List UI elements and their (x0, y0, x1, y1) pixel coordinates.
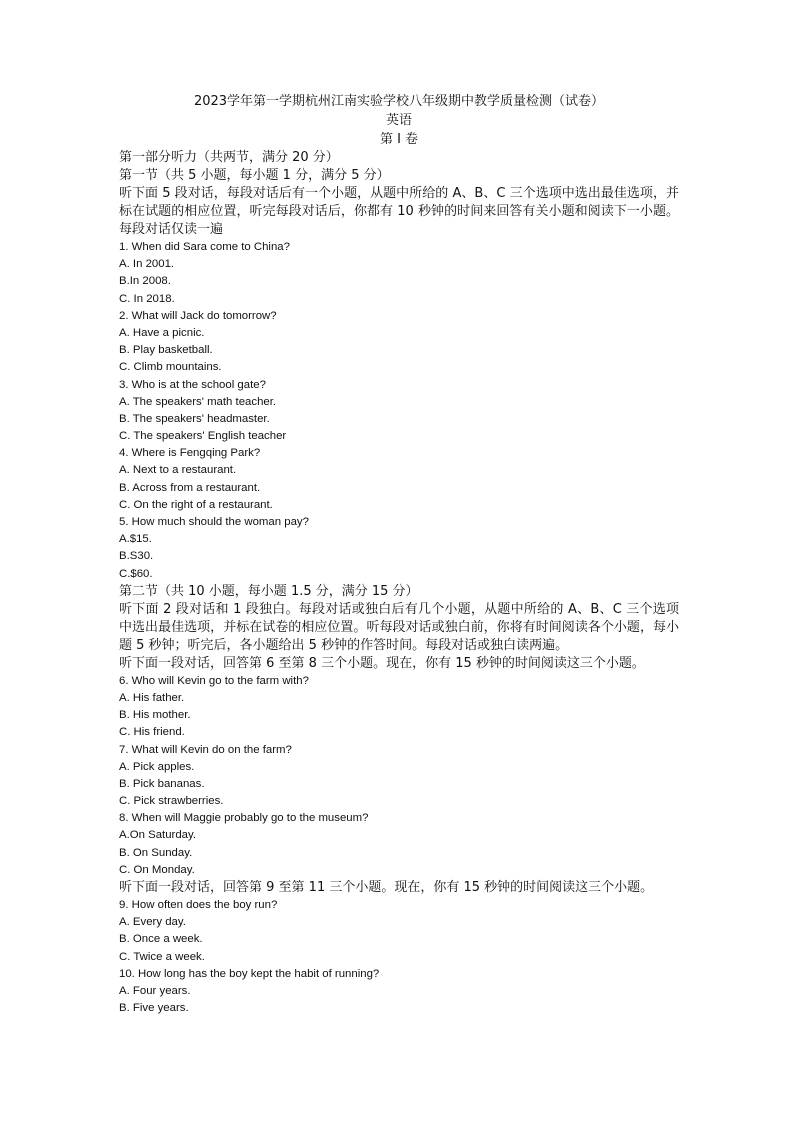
option-a: A. Every day. (119, 916, 186, 929)
question-block-4 (119, 445, 679, 514)
question-text: 7. What will Kevin do on the farm? (119, 743, 292, 756)
option-c: C. Pick strawberries. (119, 795, 224, 808)
question-block-10 (119, 966, 679, 1018)
option-c: C. The speakers' English teacher (119, 430, 287, 443)
option-b: B. On Sunday. (119, 846, 193, 859)
question-text: 8. When will Maggie probably go to the museum? (119, 812, 369, 825)
option-a: A. His father. (119, 691, 185, 704)
question-text: 3. Who is at the school gate? (119, 378, 266, 391)
section1-instructions: 听下面 5 段对话，每段对话后有一个小题，从题中所给的 A、B、C 三个选项中选出最佳选项，并标在试题的相应位置，听完每段对话后，你都有 10 秒钟的时间来回答有关小题和阅读下一小题。每段对话仅读一遍 (119, 186, 679, 237)
option-c: C.$60. (119, 567, 153, 580)
option-a: A. Have a picnic. (119, 326, 205, 339)
subject-title: 英语 (385, 113, 412, 128)
option-c: C. Twice a week. (119, 950, 205, 963)
exam-page (119, 92, 679, 1017)
section2-instructions: 听下面 2 段对话和 1 段独白。每段对话或独白后有几个小题，从题中所给的 A、B、C 三个选项中选出最佳选项，并标在试卷的相应位置。听每段对话或独白前，你将有时间阅读各个小题，每小题 5 秒钟；听完后，各小题给出 5 秒钟的作答时间。每段对话或独白读两遍。 (119, 601, 679, 653)
exam-title: 2023学年第一学期杭州江南实验学校八年级期中教学质量检测（试卷） (193, 94, 605, 109)
option-b: B. The speakers' headmaster. (119, 412, 270, 425)
option-c: C. On the right of a restaurant. (119, 498, 273, 511)
section1-heading: 第一节（共 5 小题，每小题 1 分，满分 5 分） (119, 168, 390, 183)
question-block-7 (119, 742, 679, 811)
question-block-1 (119, 239, 679, 308)
option-b: B. Pick bananas. (119, 777, 205, 790)
option-b: B. Play basketball. (119, 344, 213, 357)
section2-heading: 第二节（共 10 小题，每小题 1.5 分，满分 15 分） (119, 583, 419, 599)
question-block-6 (119, 673, 679, 742)
question-text: 1. When did Sara come to China? (119, 241, 290, 253)
section2-intro-2: 听下面一段对话，回答第 9 至第 11 三个小题。现在，你有 15 秒钟的时间阅读这三个小题。 (119, 880, 654, 895)
question-text: 9. How often does the boy run? (119, 899, 278, 911)
option-b: B. His mother. (119, 709, 191, 722)
option-b: B.S30. (119, 550, 154, 563)
option-c: C. On Monday. (119, 863, 195, 876)
section2-intro-1: 听下面一段对话，回答第 6 至第 8 三个小题。现在，你有 15 秒钟的时间阅读这三个小题。 (119, 655, 645, 671)
option-c: C. In 2018. (119, 292, 175, 305)
part1-heading: 第一部分听力（共两节，满分 20 分） (119, 150, 339, 165)
question-block-2 (119, 308, 679, 377)
option-b: B. Across from a restaurant. (119, 481, 261, 494)
option-b: B. Once a week. (119, 933, 203, 946)
option-a: A.$15. (119, 533, 152, 546)
option-b: B.In 2008. (119, 275, 171, 288)
volume-title: 第 I 卷 (379, 132, 419, 147)
option-a: A. In 2001. (119, 258, 175, 271)
option-a: A. The speakers' math teacher. (119, 395, 277, 408)
question-text: 5. How much should the woman pay? (119, 516, 309, 528)
question-text: 4. Where is Fengqing Park? (119, 447, 261, 460)
option-b: B. Five years. (119, 1002, 189, 1015)
question-block-8 (119, 810, 679, 879)
question-block-9 (119, 897, 679, 966)
option-c: C. Climb mountains. (119, 361, 222, 374)
option-a: A. Next to a restaurant. (119, 464, 237, 477)
option-a: A. Four years. (119, 984, 191, 997)
question-text: 2. What will Jack do tomorrow? (119, 309, 277, 322)
option-a: A. Pick apples. (119, 760, 195, 773)
question-block-3 (119, 377, 679, 446)
question-text: 6. Who will Kevin go to the farm with? (119, 674, 309, 687)
question-text: 10. How long has the boy kept the habit of running? (119, 967, 380, 980)
option-c: C. His friend. (119, 726, 185, 739)
question-block-5 (119, 514, 679, 583)
option-a: A.On Saturday. (119, 829, 197, 842)
